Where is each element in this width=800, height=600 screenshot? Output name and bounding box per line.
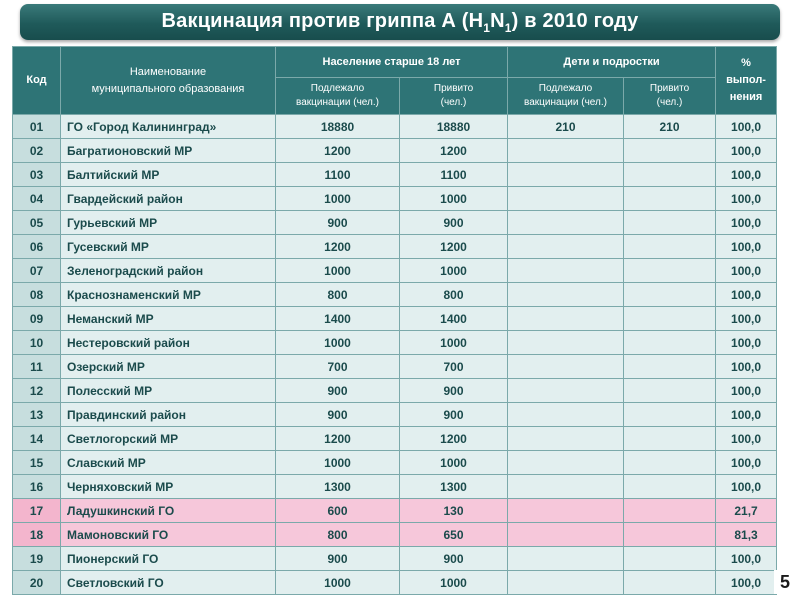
cell-pct: 100,0	[716, 187, 777, 211]
cell-name: Полесский МР	[61, 379, 276, 403]
table-row	[13, 355, 777, 379]
cell-adult-vaccinated: 130	[400, 499, 508, 523]
cell-pct: 100,0	[716, 235, 777, 259]
table-row	[13, 499, 777, 523]
cell-adult-planned: 1100	[276, 163, 400, 187]
cell-pct: 100,0	[716, 355, 777, 379]
header-adults: Население старше 18 лет	[276, 47, 508, 78]
cell-adult-planned: 1000	[276, 331, 400, 355]
cell-name: Пионерский ГО	[61, 547, 276, 571]
cell-adult-vaccinated: 18880	[400, 115, 508, 139]
table-row	[13, 379, 777, 403]
cell-child-vaccinated	[624, 187, 716, 211]
header-children: Дети и подростки	[508, 47, 716, 78]
cell-child-vaccinated	[624, 523, 716, 547]
cell-adult-vaccinated: 1200	[400, 427, 508, 451]
cell-pct: 100,0	[716, 427, 777, 451]
cell-code: 02	[13, 139, 61, 163]
cell-adult-planned: 600	[276, 499, 400, 523]
table-row	[13, 427, 777, 451]
table-row	[13, 307, 777, 331]
cell-code: 14	[13, 427, 61, 451]
cell-adult-vaccinated: 1200	[400, 139, 508, 163]
table-row	[13, 523, 777, 547]
cell-child-planned	[508, 331, 624, 355]
cell-child-vaccinated	[624, 259, 716, 283]
cell-adult-vaccinated: 900	[400, 547, 508, 571]
table-row	[13, 139, 777, 163]
cell-adult-planned: 1000	[276, 187, 400, 211]
cell-name: Светловский ГО	[61, 571, 276, 595]
cell-code: 04	[13, 187, 61, 211]
cell-adult-planned: 700	[276, 355, 400, 379]
cell-code: 10	[13, 331, 61, 355]
cell-child-vaccinated	[624, 379, 716, 403]
cell-adult-vaccinated: 1400	[400, 307, 508, 331]
cell-pct: 100,0	[716, 259, 777, 283]
cell-pct: 100,0	[716, 571, 777, 595]
cell-name: Озерский МР	[61, 355, 276, 379]
vaccination-table	[12, 46, 777, 595]
title-bar	[20, 4, 780, 40]
cell-child-vaccinated	[624, 571, 716, 595]
cell-adult-vaccinated: 1000	[400, 451, 508, 475]
cell-adult-planned: 1000	[276, 451, 400, 475]
cell-adult-vaccinated: 900	[400, 211, 508, 235]
table-row	[13, 571, 777, 595]
cell-child-vaccinated	[624, 547, 716, 571]
table-row	[13, 331, 777, 355]
header-row-top	[13, 47, 777, 78]
cell-child-planned	[508, 259, 624, 283]
cell-code: 13	[13, 403, 61, 427]
cell-code: 09	[13, 307, 61, 331]
cell-adult-planned: 800	[276, 523, 400, 547]
cell-child-vaccinated	[624, 235, 716, 259]
header-adult-planned	[276, 78, 400, 115]
cell-name: Гусевский МР	[61, 235, 276, 259]
cell-code: 08	[13, 283, 61, 307]
header-pct-line2: выпол-	[726, 74, 766, 86]
cell-child-vaccinated	[624, 499, 716, 523]
cell-pct: 100,0	[716, 331, 777, 355]
cell-pct: 100,0	[716, 163, 777, 187]
table-row	[13, 163, 777, 187]
cell-child-vaccinated	[624, 451, 716, 475]
cell-child-planned	[508, 451, 624, 475]
cell-name: Краснознаменский МР	[61, 283, 276, 307]
header-name-line2: муниципального образования	[91, 82, 245, 95]
cell-child-vaccinated	[624, 355, 716, 379]
cell-name: Зеленоградский район	[61, 259, 276, 283]
cell-name: Ладушкинский ГО	[61, 499, 276, 523]
cell-child-vaccinated	[624, 283, 716, 307]
cell-code: 07	[13, 259, 61, 283]
cell-child-vaccinated	[624, 475, 716, 499]
cell-adult-planned: 1000	[276, 571, 400, 595]
cell-code: 11	[13, 355, 61, 379]
cell-pct: 100,0	[716, 379, 777, 403]
cell-name: Неманский МР	[61, 307, 276, 331]
cell-name: Светлогорский МР	[61, 427, 276, 451]
table-row	[13, 259, 777, 283]
cell-child-planned	[508, 499, 624, 523]
header-child-vaccinated-line2: (чел.)	[656, 97, 683, 108]
cell-adult-vaccinated: 1000	[400, 331, 508, 355]
header-pct-line3: нения	[729, 91, 763, 103]
cell-adult-planned: 18880	[276, 115, 400, 139]
cell-adult-planned: 900	[276, 403, 400, 427]
cell-name: Балтийский МР	[61, 163, 276, 187]
cell-child-vaccinated	[624, 211, 716, 235]
cell-child-vaccinated	[624, 427, 716, 451]
header-pct	[716, 47, 777, 115]
header-child-planned-line1: Подлежало	[538, 83, 593, 94]
header-pct-line1: %	[741, 57, 751, 69]
cell-pct: 100,0	[716, 115, 777, 139]
header-child-vaccinated	[624, 78, 716, 115]
table-row	[13, 547, 777, 571]
cell-child-planned	[508, 283, 624, 307]
cell-adult-planned: 800	[276, 283, 400, 307]
page-title: Вакцинация против гриппа А $(H_1N_1)$ в 2010 году	[161, 9, 639, 35]
table-row	[13, 211, 777, 235]
cell-pct: 100,0	[716, 283, 777, 307]
cell-child-planned	[508, 403, 624, 427]
cell-child-planned	[508, 139, 624, 163]
table-row	[13, 403, 777, 427]
cell-name: Нестеровский район	[61, 331, 276, 355]
cell-name: Гвардейский район	[61, 187, 276, 211]
cell-adult-vaccinated: 1000	[400, 259, 508, 283]
table-row	[13, 187, 777, 211]
cell-child-planned	[508, 211, 624, 235]
cell-child-planned	[508, 235, 624, 259]
cell-child-planned	[508, 163, 624, 187]
cell-child-planned	[508, 475, 624, 499]
header-child-planned	[508, 78, 624, 115]
cell-name: ГО «Город Калининград»	[61, 115, 276, 139]
cell-adult-vaccinated: 700	[400, 355, 508, 379]
cell-child-vaccinated	[624, 139, 716, 163]
header-adult-vaccinated-line2: (чел.)	[440, 97, 467, 108]
cell-adult-planned: 1400	[276, 307, 400, 331]
header-adult-vaccinated	[400, 78, 508, 115]
cell-code: 18	[13, 523, 61, 547]
cell-adult-planned: 900	[276, 211, 400, 235]
cell-child-planned: 210	[508, 115, 624, 139]
cell-child-planned	[508, 187, 624, 211]
table-row	[13, 283, 777, 307]
cell-code: 16	[13, 475, 61, 499]
cell-child-vaccinated	[624, 331, 716, 355]
cell-pct: 100,0	[716, 139, 777, 163]
cell-child-planned	[508, 379, 624, 403]
cell-adult-planned: 1300	[276, 475, 400, 499]
cell-code: 01	[13, 115, 61, 139]
header-adult-planned-line1: Подлежало	[310, 83, 365, 94]
header-code: Код	[13, 47, 61, 115]
cell-code: 20	[13, 571, 61, 595]
table-body	[13, 115, 777, 595]
header-name	[61, 47, 276, 115]
cell-child-vaccinated: 210	[624, 115, 716, 139]
cell-code: 17	[13, 499, 61, 523]
cell-child-vaccinated	[624, 163, 716, 187]
header-adult-planned-line2: вакцинации (чел.)	[296, 97, 379, 108]
cell-name: Багратионовский МР	[61, 139, 276, 163]
cell-adult-planned: 1000	[276, 259, 400, 283]
cell-adult-planned: 900	[276, 379, 400, 403]
cell-child-planned	[508, 307, 624, 331]
cell-child-vaccinated	[624, 307, 716, 331]
table-row	[13, 235, 777, 259]
cell-adult-vaccinated: 1000	[400, 571, 508, 595]
cell-child-planned	[508, 547, 624, 571]
cell-child-planned	[508, 427, 624, 451]
cell-pct: 100,0	[716, 211, 777, 235]
cell-code: 19	[13, 547, 61, 571]
cell-child-planned	[508, 355, 624, 379]
cell-adult-vaccinated: 1300	[400, 475, 508, 499]
cell-adult-vaccinated: 1200	[400, 235, 508, 259]
cell-pct: 81,3	[716, 523, 777, 547]
cell-child-vaccinated	[624, 403, 716, 427]
cell-code: 05	[13, 211, 61, 235]
header-child-planned-line2: вакцинации (чел.)	[524, 97, 607, 108]
cell-adult-vaccinated: 1100	[400, 163, 508, 187]
cell-pct: 100,0	[716, 547, 777, 571]
cell-pct: 100,0	[716, 403, 777, 427]
cell-pct: 100,0	[716, 307, 777, 331]
header-name-line1: Наименование	[129, 65, 207, 78]
cell-adult-vaccinated: 900	[400, 403, 508, 427]
page-number: 5	[774, 570, 796, 594]
cell-adult-planned: 1200	[276, 427, 400, 451]
header-child-vaccinated-line1: Привито	[649, 83, 690, 94]
cell-pct: 21,7	[716, 499, 777, 523]
cell-adult-vaccinated: 650	[400, 523, 508, 547]
table-row	[13, 475, 777, 499]
cell-adult-planned: 900	[276, 547, 400, 571]
cell-pct: 100,0	[716, 451, 777, 475]
cell-child-planned	[508, 523, 624, 547]
cell-name: Славский МР	[61, 451, 276, 475]
cell-adult-vaccinated: 800	[400, 283, 508, 307]
cell-adult-vaccinated: 900	[400, 379, 508, 403]
cell-name: Мамоновский ГО	[61, 523, 276, 547]
cell-adult-planned: 1200	[276, 235, 400, 259]
table-row	[13, 115, 777, 139]
cell-code: 03	[13, 163, 61, 187]
cell-pct: 100,0	[716, 475, 777, 499]
cell-code: 15	[13, 451, 61, 475]
cell-code: 12	[13, 379, 61, 403]
cell-name: Правдинский район	[61, 403, 276, 427]
cell-name: Гурьевский МР	[61, 211, 276, 235]
header-adult-vaccinated-line1: Привито	[433, 83, 474, 94]
cell-code: 06	[13, 235, 61, 259]
cell-name: Черняховский МР	[61, 475, 276, 499]
cell-child-planned	[508, 571, 624, 595]
cell-adult-planned: 1200	[276, 139, 400, 163]
table-row	[13, 451, 777, 475]
cell-adult-vaccinated: 1000	[400, 187, 508, 211]
